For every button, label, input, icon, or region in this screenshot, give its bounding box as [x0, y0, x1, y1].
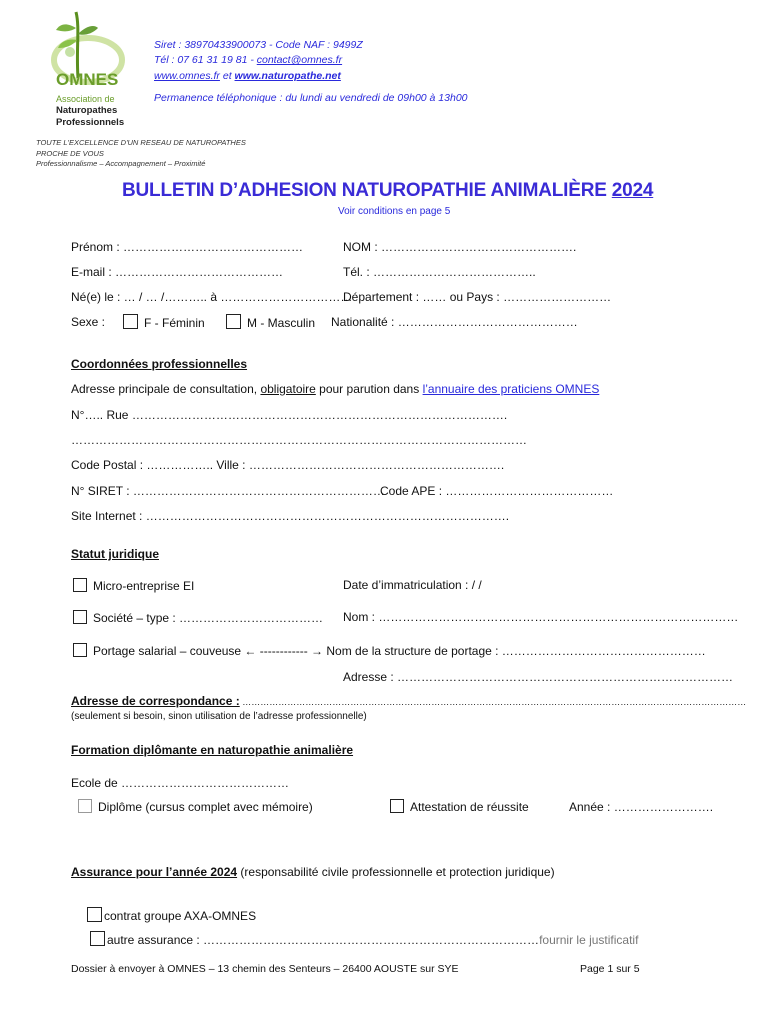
correspondance-label: Adresse de correspondance :	[71, 694, 240, 708]
masculin-checkbox[interactable]	[226, 314, 241, 329]
birth-field[interactable]: Né(e) le : … / … /……….. à ……………………………	[71, 290, 353, 304]
attestation-option[interactable]: Attestation de réussite	[390, 799, 529, 814]
tagline-1: TOUTE L'EXCELLENCE D'UN RESEAU DE NATUROPATHES	[36, 138, 246, 147]
header-tel: Tél : 07 61 31 19 81 -	[154, 54, 257, 66]
micro-option[interactable]: Micro-entreprise EI	[73, 578, 194, 593]
header-siret: Siret : 38970433900073 - Code NAF : 9499Z	[154, 39, 363, 51]
correspondance-field[interactable]: Adresse de correspondance : ……………………………………………………………………………………………………………………………………………………	[71, 694, 747, 708]
section-coordonnees: Coordonnées professionnelles	[71, 357, 248, 371]
ecole-field[interactable]: Ecole de ……………………………………	[71, 776, 290, 790]
footer-address: Dossier à envoyer à OMNES – 13 chemin des Senteurs – 26400 AOUSTE sur SYE	[71, 963, 459, 975]
nationalite-field[interactable]: Nationalité : ………………………………………	[331, 315, 578, 329]
annuaire-link[interactable]: l’annuaire des praticiens OMNES	[422, 382, 600, 396]
site-link-naturopathe[interactable]: www.naturopathe.net	[234, 70, 341, 82]
prenom-field[interactable]: Prénom : ………………………………………	[71, 240, 304, 254]
societe-checkbox[interactable]	[73, 610, 87, 624]
nom-field[interactable]: NOM : ………………………………………….	[343, 240, 577, 254]
autre-assurance-checkbox[interactable]	[90, 931, 105, 946]
assurance-heading: Assurance pour l’année 2024 (responsabilité civile professionnelle et protection juridique)	[71, 865, 555, 879]
logo-sub2: Naturopathes	[56, 105, 118, 116]
contrat-axa-checkbox[interactable]	[87, 907, 102, 922]
logo-sub1: Association de	[56, 94, 115, 104]
societe-option[interactable]: Société – type : ………………………………	[73, 610, 323, 625]
masculin-option[interactable]: M - Masculin	[226, 314, 315, 330]
rue-field[interactable]: N°….. Rue ………………………………………………………………………………….	[71, 408, 508, 422]
footer-page: Page 1 sur 5	[580, 963, 640, 975]
feminin-checkbox[interactable]	[123, 314, 138, 329]
siret-field[interactable]: N° SIRET : ………………………………………………………	[71, 484, 385, 498]
header-contact	[154, 54, 342, 66]
sexe-label: Sexe :	[71, 315, 106, 329]
site-link-omnes[interactable]: www.omnes.fr	[154, 70, 220, 82]
date-immat-field[interactable]: Date d’immatriculation : / /	[343, 578, 482, 592]
logo	[38, 8, 138, 130]
section-assurance: Assurance pour l’année 2024	[71, 865, 238, 879]
micro-checkbox[interactable]	[73, 578, 87, 592]
justificatif-note: fournir le justificatif	[539, 933, 639, 947]
societe-nom-field[interactable]: Nom : ………………………………………………………………………………	[343, 610, 739, 624]
contrat-axa-option[interactable]: contrat groupe AXA-OMNES	[87, 907, 256, 923]
departement-field[interactable]: Département : …… ou Pays : ………………………	[343, 290, 612, 304]
title-year: 2024	[611, 180, 654, 201]
header-permanence: Permanence téléphonique : du lundi au vendredi de 09h00 à 13h00	[154, 92, 468, 104]
portage-option[interactable]: Portage salarial – couveuse ← ------------ → Nom de la structure de portage : ……………………………………………	[73, 643, 706, 658]
section-statut: Statut juridique	[71, 547, 159, 561]
diplome-checkbox[interactable]	[78, 799, 92, 813]
email-field[interactable]: E-mail : ……………………………………	[71, 265, 284, 279]
tagline-3: Professionnalisme – Accompagnement – Proximité	[36, 159, 206, 168]
logo-name: OMNES	[56, 70, 119, 89]
portage-checkbox[interactable]	[73, 643, 87, 657]
cp-ville-field[interactable]: Code Postal : …………….. Ville : ……………………………………………………….	[71, 458, 505, 472]
autre-assurance-option[interactable]: autre assurance : …………………………………………………………………………fournir le justificatif	[90, 931, 638, 947]
section-formation: Formation diplômante en naturopathie animalière	[71, 743, 354, 757]
conditions-note: Voir conditions en page 5	[338, 206, 451, 217]
addr-principale-label: Adresse principale de consultation, obligatoire pour parution dans l’annuaire des praticiens OMNES	[71, 382, 600, 396]
site-internet-field[interactable]: Site Internet : ……………………………………………………………………………….	[71, 509, 510, 523]
logo-sub3: Professionnels	[56, 117, 125, 128]
diplome-option[interactable]: Diplôme (cursus complet avec mémoire)	[78, 799, 313, 814]
correspondance-note: (seulement si besoin, sinon utilisation de l’adresse professionnelle)	[71, 711, 367, 722]
annee-field[interactable]: Année : …………………….	[569, 800, 714, 814]
email-link[interactable]: contact@omnes.fr	[256, 54, 343, 66]
attestation-checkbox[interactable]	[390, 799, 404, 813]
addr-line2-field[interactable]: ……………………………………………………………………………………………………	[71, 433, 527, 447]
header-websites: www.omnes.fr et www.naturopathe.net	[154, 70, 341, 82]
ape-field[interactable]: Code APE : ……………………………………	[380, 484, 614, 498]
tel-field[interactable]: Tél. : …………………………………..	[343, 265, 536, 279]
page-title: BULLETIN D’ADHESION NATUROPATHIE ANIMALIÈRE 2024	[122, 180, 654, 201]
feminin-option[interactable]: F - Féminin	[123, 314, 205, 330]
tagline-2: PROCHE DE VOUS	[36, 149, 104, 158]
portage-adresse-field[interactable]: Adresse : …………………………………………………………………………	[343, 670, 734, 684]
